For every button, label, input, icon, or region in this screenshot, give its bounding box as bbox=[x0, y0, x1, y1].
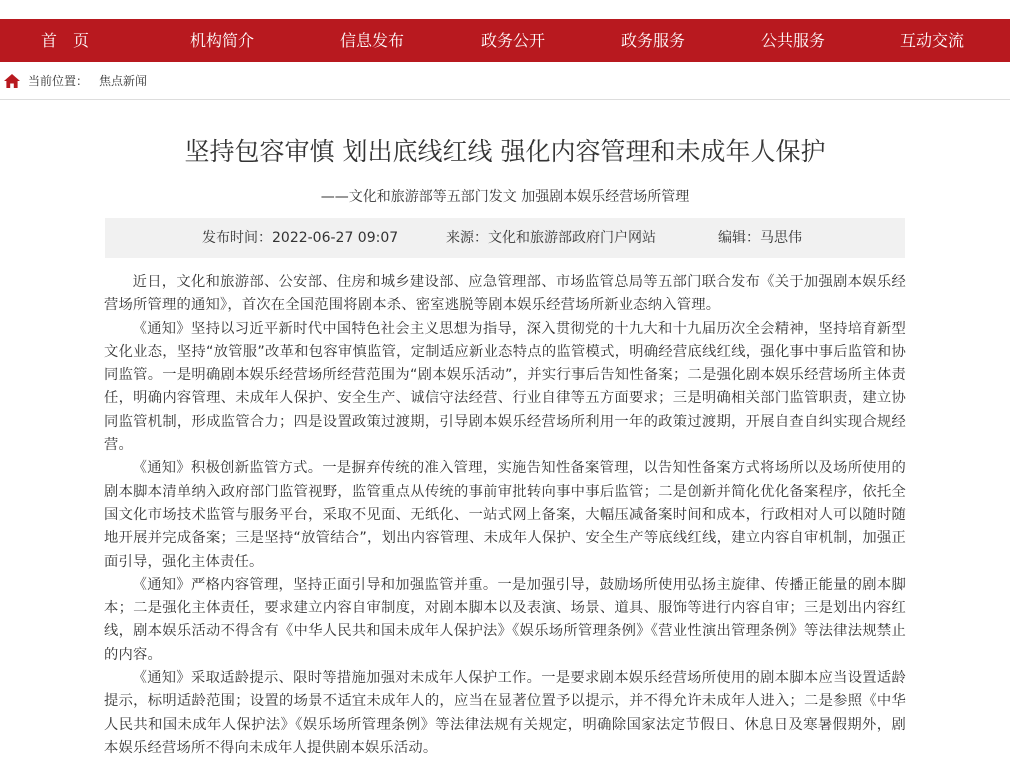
article-meta-bar bbox=[105, 218, 905, 258]
article-subtitle: ——文化和旅游部等五部门发文 加强剧本娱乐经营场所管理 bbox=[320, 189, 690, 205]
nav-item-home[interactable]: 首 页 bbox=[41, 31, 90, 50]
nav-item-about[interactable]: 机构简介 bbox=[190, 31, 255, 50]
main-nav bbox=[0, 19, 1010, 62]
nav-item-public-services[interactable]: 公共服务 bbox=[761, 31, 826, 50]
article-paragraph: 近日，文化和旅游部、公安部、住房和城乡建设部、应急管理部、市场监管总局等五部门联合发布《关于加强剧本娱乐经营场所管理的通知》，首次在全国范围将剧本杀、密室逃脱等剧本娱乐经营场所新业态纳入管理。 bbox=[104, 274, 906, 314]
article-date: 发布时间：2022-06-27 09:07 bbox=[202, 230, 399, 246]
article-paragraph: 《通知》严格内容管理，坚持正面引导和加强监管并重。一是加强引导，鼓励场所使用弘扬主旋律、传播正能量的剧本脚本；二是强化主体责任，要求建立内容自审制度，对剧本脚本以及表演、场景、道具、服饰等进行内容自审；三是划出内容红线，剧本娱乐活动不得含有《中华人民共和国未成年人保护法》《娱乐场所管理条例》《营业性演出管理条例》等法律法规禁止的内容。 bbox=[104, 576, 906, 663]
nav-item-gov-affairs[interactable]: 政务公开 bbox=[481, 31, 546, 50]
breadcrumb-divider bbox=[0, 99, 1010, 100]
article-paragraph: 《通知》坚持以习近平新时代中国特色社会主义思想为指导，深入贯彻党的十九大和十九届历次全会精神，坚持培育新型文化业态，坚持“放管服”改革和包容审慎监管，定制适应新业态特点的监管模式，明确经营底线红线，强化事中事后监管和协同监管。一是明确剧本娱乐经营场所经营范围为“剧本娱乐活动”，并实行事后告知性备案；二是强化剧本娱乐经营场所主体责任，明确内容管理、未成年人保护、安全生产、诚信守法经营、行业自律等五方面要求；三是明确相关部门监管职责，建立协同监管机制，形成监管合力；四是设置政策过渡期，引导剧本娱乐经营场所利用一年的政策过渡期，开展自查自纠实现合规经营。 bbox=[104, 320, 906, 454]
nav-item-gov-services[interactable]: 政务服务 bbox=[621, 31, 686, 50]
breadcrumb-label: 当前位置： bbox=[28, 74, 89, 88]
breadcrumb-current[interactable]: 焦点新闻 bbox=[99, 74, 148, 88]
article-paragraph: 《通知》积极创新监管方式。一是摒弃传统的准入管理，实施告知性备案管理，以告知性备案方式将场所以及场所使用的剧本脚本清单纳入政府部门监管视野，监管重点从传统的事前审批转向事中事后监管；二是创新并简化优化备案程序，依托全国文化市场技术监管与服务平台，采取不见面、无纸化、一站式网上备案，大幅压减备案时间和成本，行政相对人可以随时随地开展并完成备案；三是坚持“放管结合”，划出内容管理、未成年人保护、安全生产等底线红线，建立内容自审机制，加强正面引导，强化主体责任。 bbox=[104, 460, 906, 570]
article-body bbox=[104, 271, 906, 760]
article-title: 坚持包容审慎 划出底线红线 强化内容管理和未成年人保护 bbox=[184, 137, 826, 166]
nav-item-news[interactable]: 信息发布 bbox=[340, 31, 405, 50]
top-strip bbox=[0, 0, 1010, 19]
breadcrumb bbox=[0, 70, 1010, 92]
article-paragraph: 《通知》采取适龄提示、限时等措施加强对未成年人保护工作。一是要求剧本娱乐经营场所使用的剧本脚本应当设置适龄提示，标明适龄范围；设置的场景不适宜未成年人的，应当在显著位置予以提示，并不得允许未成年人进入；二是参照《中华人民共和国未成年人保护法》《娱乐场所管理条例》等法律法规有关规定，明确除国家法定节假日、休息日及寒暑假期外，剧本娱乐经营场所不得向未成年人提供剧本娱乐活动。 bbox=[104, 670, 906, 756]
nav-item-interaction[interactable]: 互动交流 bbox=[900, 31, 965, 50]
home-icon[interactable] bbox=[4, 74, 20, 88]
article-source: 来源：文化和旅游部政府门户网站 bbox=[446, 230, 656, 246]
article-editor: 编辑：马思伟 bbox=[718, 230, 802, 246]
